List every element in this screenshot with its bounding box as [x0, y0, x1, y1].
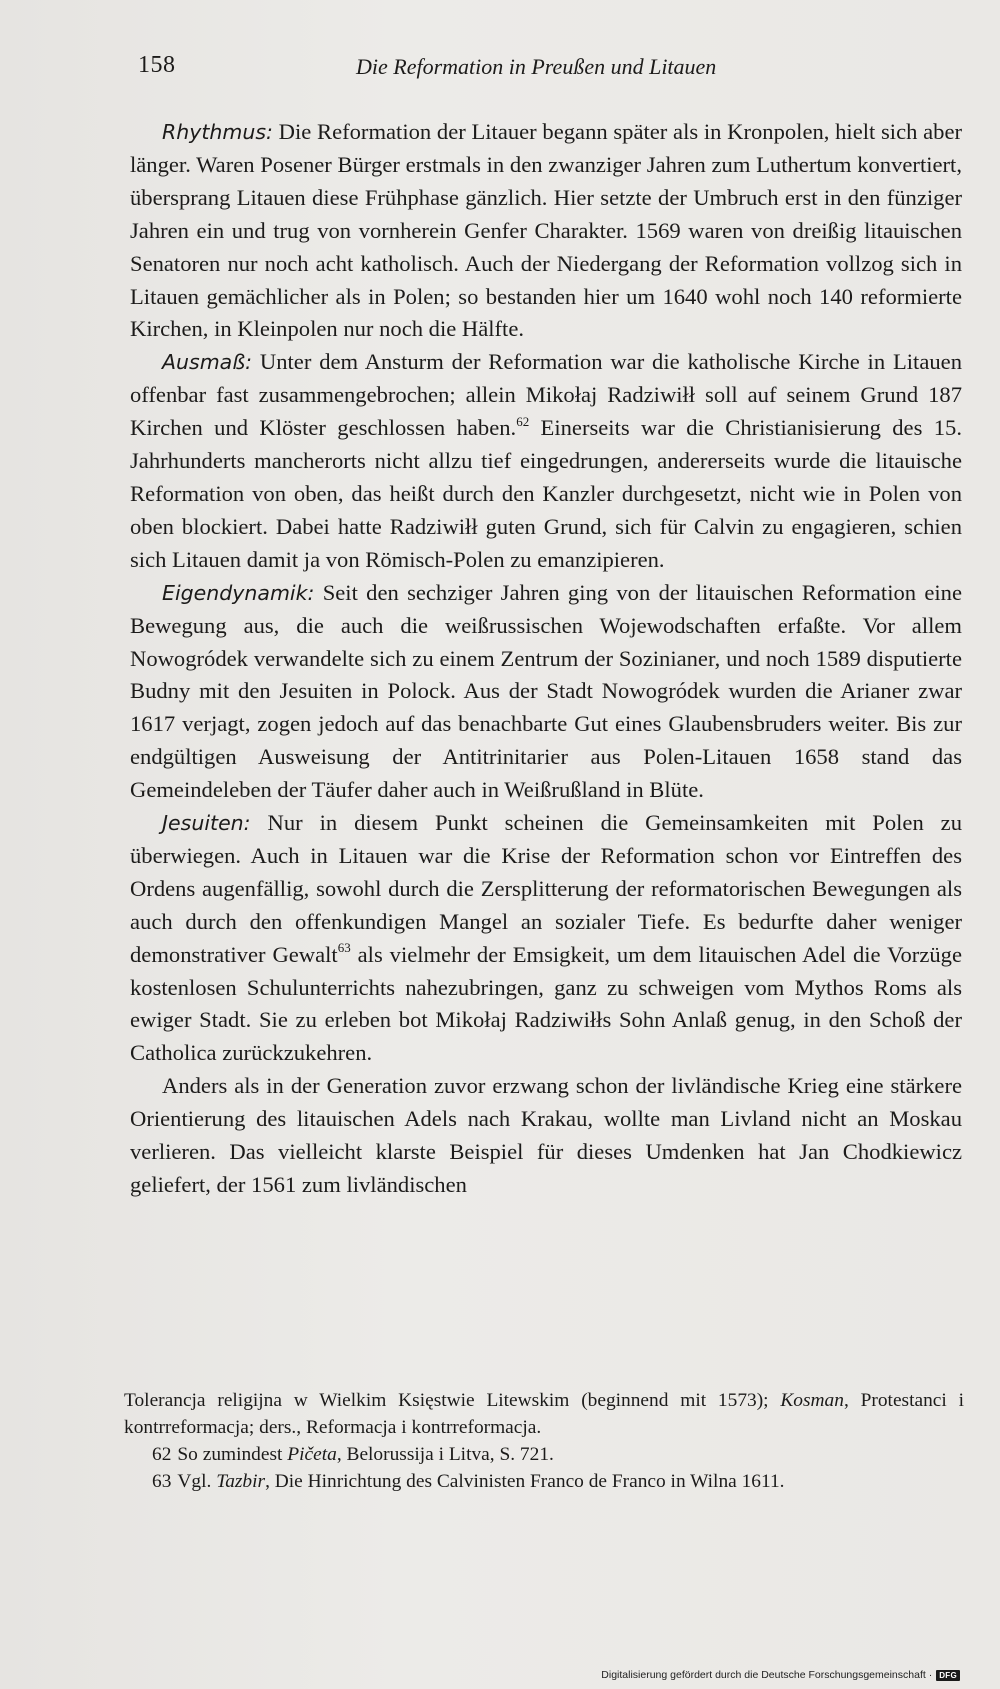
footnote-text: Tolerancja religijna w Wielkim Księstwie Litewskim (beginnend mit 1573); — [124, 1390, 781, 1411]
paragraph-jesuiten — [130, 807, 962, 1070]
footnote-62 — [124, 1441, 964, 1468]
keyword-ausmass: Ausmaß: — [162, 350, 253, 375]
paragraph-text: Unter dem Ansturm der Reformation war die katholische Kirche in Litauen offenbar fast zusammengebrochen; allein Mikołaj Radziwiłł soll auf seinem Grund 187 Kirchen und Klöster geschlossen haben. — [130, 349, 962, 441]
paragraph-rhythmus — [130, 116, 962, 346]
paragraph-text: Anders als in der Generation zuvor erzwang schon der livländische Krieg eine stärkere Orientierung des litauischen Adels nach Krakau, wollte man Livland nicht an Moskau verlieren. Das vielleicht klarste Beispiel für dieses Umdenken hat Jan Chodkiewicz geliefert, der 1561 zum livländischen — [130, 1073, 962, 1197]
credit-text: Digitalisierung gefördert durch die Deutsche Forschungsgemeinschaft · — [601, 1669, 933, 1681]
keyword-jesuiten: Jesuiten: — [162, 811, 251, 836]
paragraph-text: Seit den sechziger Jahren ging von der litauischen Reformation eine Bewegung aus, die auch die weißrussischen Wojewodschaften erfaßte. Vor allem Nowogródek verwandelte sich zu einem Zentrum der Sozinianer, und noch 1589 disputierte Budny mit den Jesuiten in Polock. Aus der Stadt Nowogródek wurden die Arianer zwar 1617 verjagt, zogen jedoch auf das benachbarte Gut eines Glaubensbruders weiter. Bis zur endgültigen Ausweisung der Antitrinitarier aus Polen-Litauen 1658 stand das Gemeindeleben der Täufer daher auch in Weißrußland in Blüte. — [130, 579, 962, 803]
digitization-credit — [601, 1669, 960, 1681]
paragraph-text: Die Reformation der Litauer begann später als in Kronpolen, hielt sich aber länger. Waren Posener Bürger erstmals in den zwanziger Jahren zum Luthertum konvertiert, übersprang Litauen diese Frühphase gänzlich. Hier setzte der Umbruch erst in den fünziger Jahren ein und trug von vornherein Genfer Charakter. 1569 waren von dreißig litauischen Senatoren nur noch acht katholisch. Auch der Niedergang der Reformation vollzog sich in Litauen gemächlicher als in Polen; so bestanden hier um 1640 wohl noch 140 reformierte Kirchen, in Kleinpolen nur noch die Hälfte. — [130, 119, 962, 342]
footnote-text: So zumindest — [177, 1444, 288, 1465]
keyword-eigendynamik: Eigendynamik: — [162, 580, 315, 605]
footnotes — [124, 1387, 964, 1495]
footnote-author: Pičeta — [287, 1444, 337, 1465]
footnote-number: 62 — [152, 1444, 172, 1465]
page-number: 158 — [138, 52, 176, 78]
footnote-continuation — [124, 1387, 964, 1441]
paragraph-ausmass — [130, 346, 962, 576]
dfg-logo-icon: DFG — [936, 1670, 960, 1681]
footnote-text: Vgl. — [177, 1471, 217, 1492]
footnote-text: , Belorussija i Litva, S. 721. — [336, 1444, 554, 1465]
page-header — [138, 52, 858, 92]
running-title: Die Reformation in Preußen und Litauen — [356, 54, 717, 79]
footnote-ref-62[interactable]: 62 — [516, 413, 530, 429]
footnote-author: Tazbir — [216, 1471, 266, 1492]
keyword-rhythmus: Rhythmus: — [162, 120, 273, 144]
footnote-text: , Protestanci i kontrreformacja; ders., Reformacja i kontrreformacja. — [124, 1390, 964, 1438]
footnote-number: 63 — [152, 1471, 172, 1492]
footnote-text: , Die Hinrichtung des Calvinisten Franco de Franco in Wilna 1611. — [265, 1471, 785, 1492]
paragraph-eigendynamik — [130, 577, 962, 807]
paragraph-livland — [130, 1070, 962, 1202]
footnote-ref-63[interactable]: 63 — [337, 940, 351, 956]
footnote-63 — [124, 1468, 964, 1495]
paragraph-text: als vielmehr der Emsigkeit, um dem litauischen Adel die Vorzüge kostenlosen Schulunterrichts nahezubringen, ganz zu schweigen vom Mythos Roms als ewiger Stadt. Sie zu erleben bot Mikołaj Radziwiłłs Sohn Anlaß genug, in den Schoß der Catholica zurückzukehren. — [130, 941, 962, 1066]
paragraph-text: Einerseits war die Christianisierung des 15. Jahrhunderts mancherorts nicht allzu tief eingedrungen, andererseits wurde die litauische Reformation von oben, das heißt durch den Kanzler durchgesetzt, nicht wie in Polen von oben blockiert. Dabei hatte Radziwiłł guten Grund, sich für Calvin zu engagieren, schien sich Litauen damit ja von Römisch-Polen zu emanzipieren. — [130, 415, 962, 572]
main-text — [130, 116, 962, 1202]
footnote-author: Kosman — [780, 1390, 844, 1411]
paragraph-text: Nur in diesem Punkt scheinen die Gemeinsamkeiten mit Polen zu überwiegen. Auch in Litauen war die Krise der Reformation schon vor Eintreffen des Ordens augenfällig, sowohl durch die Zersplitterung der reformatorischen Bewegungen als auch durch den offenkundigen Mangel an sozialer Tiefe. Es bedurfte daher weniger demonstrativer Gewalt — [130, 810, 962, 967]
